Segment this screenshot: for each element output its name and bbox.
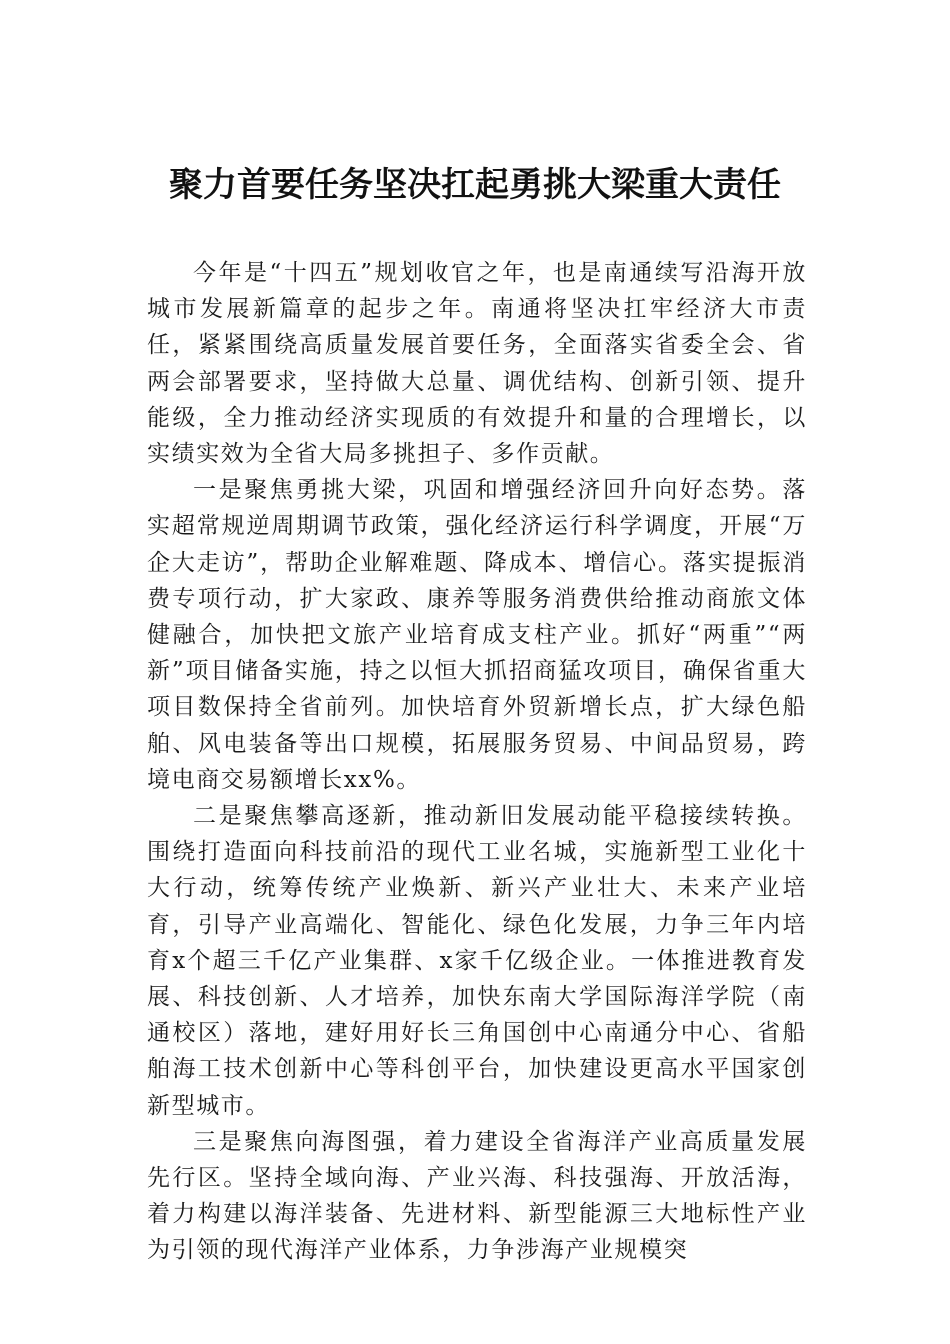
paragraph-point-2: 二是聚焦攀高逐新，推动新旧发展动能平稳接续转换。围绕打造面向科技前沿的现代工业名城，实施新型工业化十大行动，统筹传统产业焕新、新兴产业壮大、未来产业培育，引导产业高端化、智能化、绿色化发展，力争三年内培育x个超三千亿产业集群、x家千亿级企业。一体推进教育发展、科技创新、人才培养，加快东南大学国际海洋学院（南通校区）落地，建好用好长三角国创中心南通分中心、省船舶海工技术创新中心等科创平台，加快建设更高水平国家创新型城市。 — [147, 803, 807, 1119]
document-body — [147, 255, 807, 1269]
document-title: 聚力首要任务坚决扛起勇挑大梁重大责任 — [169, 165, 781, 205]
paragraph-intro: 今年是“十四五”规划收官之年，也是南通续写沿海开放城市发展新篇章的起步之年。南通将坚决扛牢经济大市责任，紧紧围绕高质量发展首要任务，全面落实省委全会、省两会部署要求，坚持做大总量、调优结构、创新引领、提升能级，全力推动经济实现质的有效提升和量的合理增长，以实绩实效为全省大局多挑担子、多作贡献。 — [147, 260, 807, 468]
paragraph-point-1: 一是聚焦勇挑大梁，巩固和增强经济回升向好态势。落实超常规逆周期调节政策，强化经济运行科学调度，开展“万企大走访”，帮助企业解难题、降成本、增信心。落实提振消费专项行动，扩大家政、康养等服务消费供给推动商旅文体健融合，加快把文旅产业培育成支柱产业。抓好“两重”“两新”项目储备实施，持之以恒大抓招商猛攻项目，确保省重大项目数保持全省前列。加快培育外贸新增长点，扩大绿色船舶、风电装备等出口规模，拓展服务贸易、中间品贸易，跨境电商交易额增长xx%。 — [147, 477, 807, 793]
paragraph-point-3: 三是聚焦向海图强，着力建设全省海洋产业高质量发展先行区。坚持全域向海、产业兴海、科技强海、开放活海，着力构建以海洋装备、先进材料、新型能源三大地标性产业为引领的现代海洋产业体系，力争涉海产业规模突 — [147, 1128, 807, 1264]
